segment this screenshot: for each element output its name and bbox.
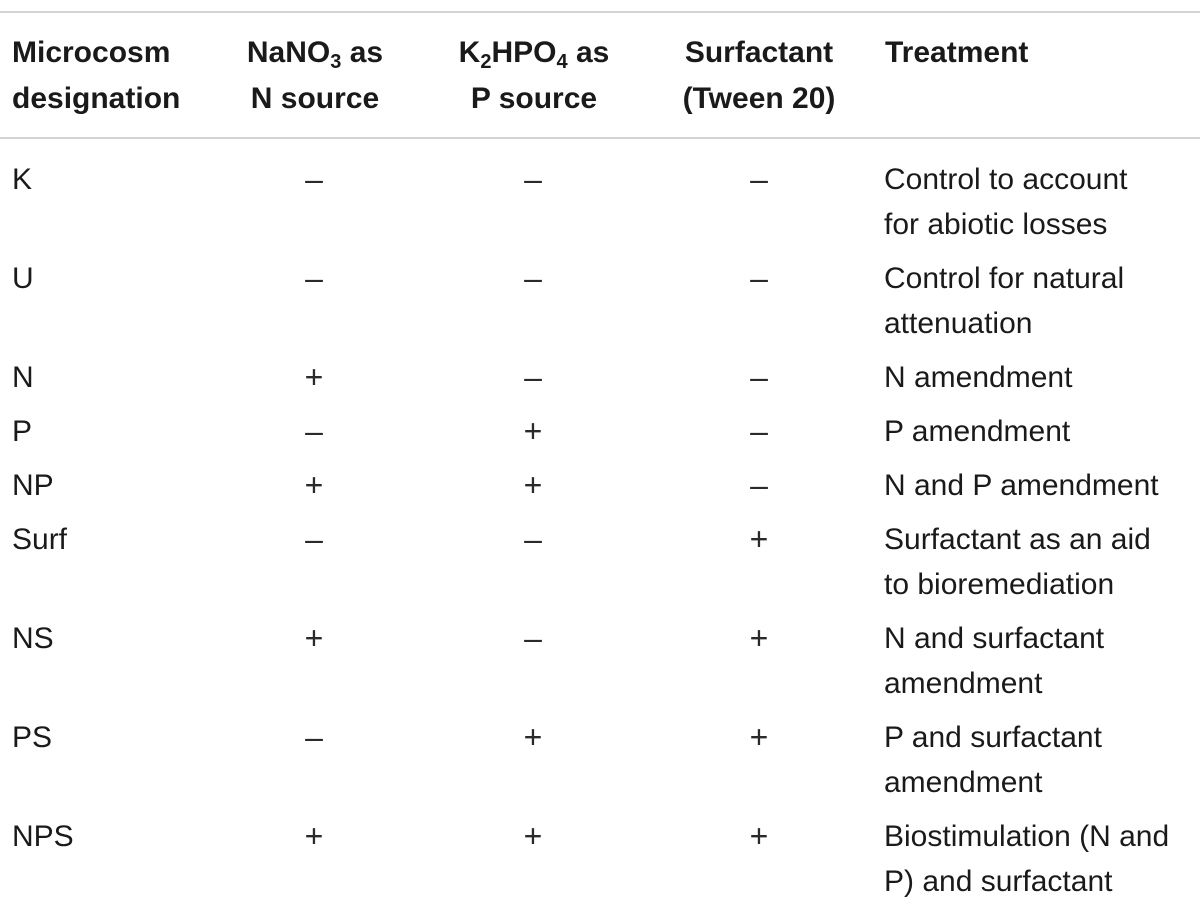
surfactant-cell: – xyxy=(750,260,768,296)
header-separator-rule xyxy=(0,137,1200,139)
designation-cell: NPS xyxy=(12,820,74,853)
header-text: P source xyxy=(470,82,598,115)
designation-cell: P xyxy=(12,415,33,448)
header-n-source xyxy=(235,30,395,122)
n-source-cell: – xyxy=(305,521,323,557)
p-source-cell: – xyxy=(524,521,542,557)
p-source-cell: – xyxy=(524,161,542,197)
p-source-cell: + xyxy=(523,413,543,449)
treatment-cell: P amendment xyxy=(884,415,1071,448)
n-source-cell: – xyxy=(305,161,323,197)
n-source-cell: + xyxy=(304,359,324,395)
treatment-cell: Surfactant as an aid to bioremediation xyxy=(884,523,1151,601)
designation-cell: NS xyxy=(12,622,54,655)
n-source-cell: – xyxy=(305,719,323,755)
treatment-cell: Control to account for abiotic losses xyxy=(884,163,1128,241)
treatment-cell: Control for natural attenuation xyxy=(884,262,1125,340)
header-microcosm-designation xyxy=(12,30,180,122)
header-surfactant xyxy=(675,30,843,122)
header-text: Surfactant xyxy=(684,36,834,69)
header-text: (Tween 20) xyxy=(682,82,836,115)
table-top-rule xyxy=(0,11,1200,13)
n-source-cell: + xyxy=(304,818,324,854)
n-source-cell: – xyxy=(305,260,323,296)
header-text: Treatment xyxy=(885,36,1029,69)
p-source-cell: + xyxy=(523,818,543,854)
treatment-cell: N amendment xyxy=(884,361,1073,394)
designation-cell: PS xyxy=(12,721,53,754)
header-text: NaNO$_3$ as xyxy=(246,36,384,73)
designation-cell: N xyxy=(12,361,34,394)
treatment-cell: N and P amendment xyxy=(884,469,1159,502)
treatment-cell: P and surfactant amendment xyxy=(884,721,1102,799)
designation-cell: Surf xyxy=(12,523,68,556)
designation-cell: K xyxy=(12,163,33,196)
surfactant-cell: – xyxy=(750,413,768,449)
designation-cell: U xyxy=(12,262,34,295)
p-source-cell: + xyxy=(523,467,543,503)
treatment-cell: Biostimulation (N and P) and surfactant xyxy=(884,820,1170,898)
treatment-cell: N and surfactant amendment xyxy=(884,622,1105,700)
n-source-cell: + xyxy=(304,467,324,503)
p-source-cell: – xyxy=(524,359,542,395)
p-source-cell: – xyxy=(524,260,542,296)
designation-cell: NP xyxy=(12,469,54,502)
surfactant-cell: + xyxy=(749,521,769,557)
header-text: designation xyxy=(12,82,181,115)
surfactant-cell: + xyxy=(749,818,769,854)
header-text: N source xyxy=(250,82,380,115)
surfactant-cell: + xyxy=(749,719,769,755)
header-p-source xyxy=(445,30,623,122)
header-text: Microcosm xyxy=(12,36,171,69)
n-source-cell: + xyxy=(304,620,324,656)
n-source-cell: – xyxy=(305,413,323,449)
surfactant-cell: – xyxy=(750,359,768,395)
p-source-cell: + xyxy=(523,719,543,755)
surfactant-cell: – xyxy=(750,467,768,503)
surfactant-cell: + xyxy=(749,620,769,656)
surfactant-cell: – xyxy=(750,161,768,197)
p-source-cell: – xyxy=(524,620,542,656)
header-treatment xyxy=(885,30,1028,76)
header-text: $K_2HPO_4$ as xyxy=(458,36,610,73)
